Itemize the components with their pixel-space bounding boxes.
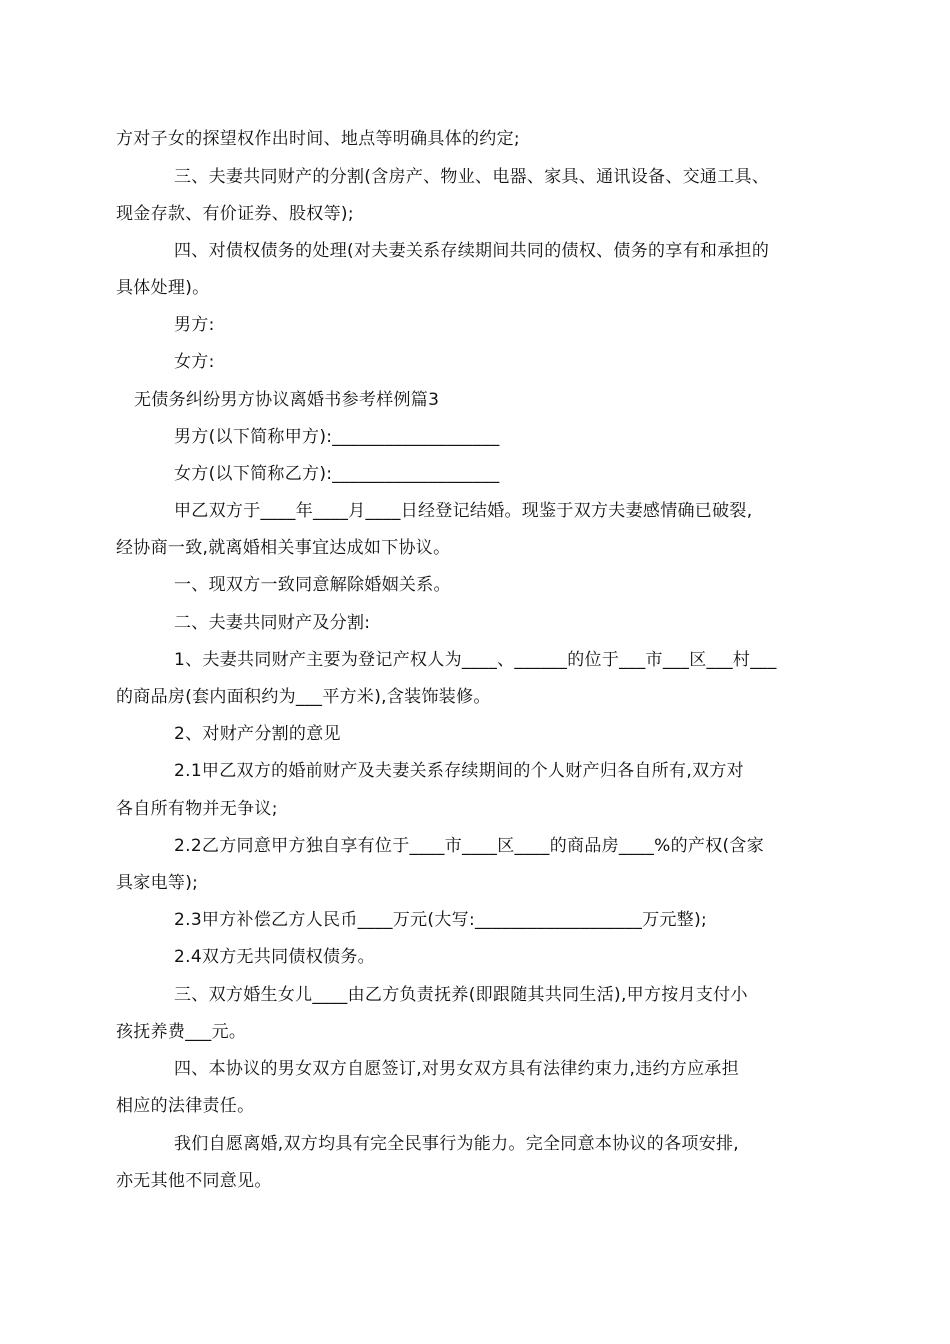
paragraph-line: 经协商一致,就离婚相关事宜达成如下协议。 — [116, 538, 451, 558]
paragraph-line: 二、夫妻共同财产及分割: — [174, 613, 371, 633]
female-party-label: 女方: — [174, 352, 215, 372]
party-a-field: 男方(以下简称甲方):___________________ — [174, 427, 500, 447]
paragraph-line: 2.1甲乙双方的婚前财产及夫妻关系存续期间的个人财产归各自所有,双方对 — [174, 761, 744, 781]
paragraph-line: 亦无其他不同意见。 — [116, 1171, 272, 1191]
paragraph-line: 方对子女的探望权作出时间、地点等明确具体的约定; — [116, 129, 520, 149]
party-b-field: 女方(以下简称乙方):___________________ — [174, 464, 500, 484]
paragraph-line: 各自所有物并无争议; — [116, 799, 278, 819]
paragraph-line: 四、本协议的男女双方自愿签订,对男女双方具有法律约束力,违约方应承担 — [174, 1059, 740, 1079]
paragraph-line: 相应的法律责任。 — [116, 1096, 255, 1116]
paragraph-line: 2.2乙方同意甲方独自享有位于____市____区____的商品房____%的产权(含家 — [174, 836, 765, 856]
paragraph-line: 具家电等); — [116, 873, 199, 893]
paragraph-line: 的商品房(套内面积约为___平方米),含装饰装修。 — [116, 687, 491, 707]
paragraph-line: 一、现双方一致同意解除婚姻关系。 — [174, 575, 451, 595]
paragraph-line: 四、对债权债务的处理(对夫妻关系存续期间共同的债权、债务的享有和承担的 — [174, 241, 770, 261]
paragraph-line: 1、夫妻共同财产主要为登记产权人为____、______的位于___市___区___村___ — [174, 650, 777, 670]
paragraph-line: 具体处理)。 — [116, 278, 210, 298]
paragraph-line: 我们自愿离婚,双方均具有完全民事行为能力。完全同意本协议的各项安排, — [174, 1134, 740, 1154]
paragraph-line: 2.3甲方补偿乙方人民币____万元(大写:___________________万元整); — [174, 910, 708, 930]
paragraph-line: 现金存款、有价证券、股权等); — [116, 204, 354, 224]
paragraph-line: 2.4双方无共同债权债务。 — [174, 947, 375, 967]
paragraph-line: 孩抚养费___元。 — [116, 1022, 247, 1042]
paragraph-line: 2、对财产分割的意见 — [174, 724, 341, 744]
section-title: 无债务纠纷男方协议离婚书参考样例篇3 — [134, 390, 440, 410]
paragraph-line: 三、夫妻共同财产的分割(含房产、物业、电器、家具、通讯设备、交通工具、 — [174, 167, 770, 187]
male-party-label: 男方: — [174, 315, 215, 335]
paragraph-line: 甲乙双方于____年____月____日经登记结婚。现鉴于双方夫妻感情确已破裂, — [174, 501, 753, 521]
paragraph-line: 三、双方婚生女儿____由乙方负责抚养(即跟随其共同生活),甲方按月支付小 — [174, 985, 748, 1005]
